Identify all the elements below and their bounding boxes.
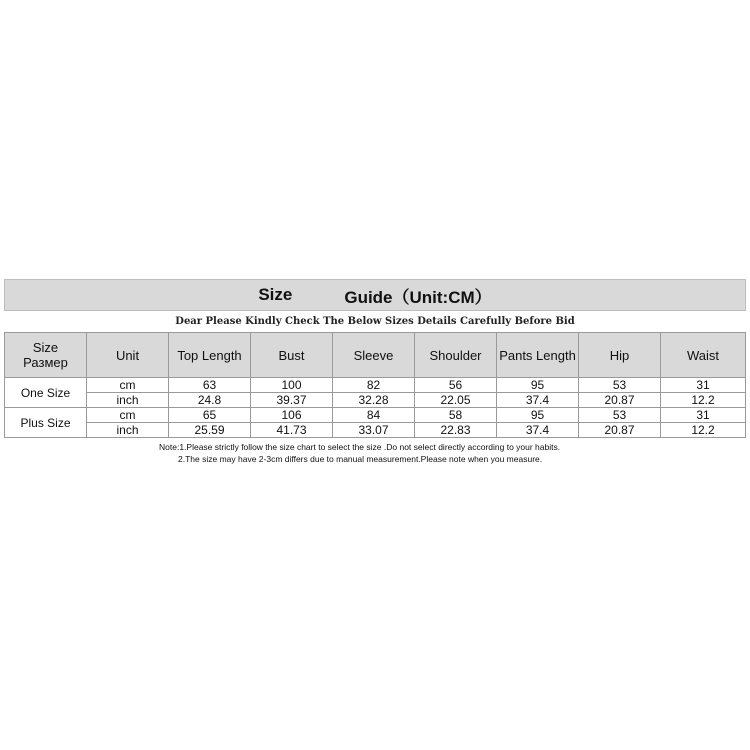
- cell-top-length: 65: [169, 408, 251, 423]
- header-size-en: Size: [32, 340, 59, 355]
- cell-unit: cm: [87, 408, 169, 423]
- cell-waist: 31: [661, 378, 746, 393]
- notes: [4, 441, 746, 465]
- table-row: [5, 378, 746, 393]
- cell-hip: 53: [579, 408, 661, 423]
- size-table: [4, 332, 746, 438]
- cell-shoulder: 22.83: [415, 423, 497, 438]
- note-1: Note:1.Please strictly follow the size chart to select the size .Do not select directly according to your habits.: [159, 442, 561, 452]
- cell-waist: 12.2: [661, 393, 746, 408]
- cell-unit: inch: [87, 423, 169, 438]
- header-waist: Waist: [661, 333, 746, 378]
- header-row: [5, 333, 746, 378]
- title-guide: Guide（Unit:CM）: [344, 287, 492, 307]
- note-2: 2.The size may have 2-3cm differs due to manual measurement.Please note when you measure.: [178, 454, 543, 464]
- cell-top-length: 25.59: [169, 423, 251, 438]
- cell-bust: 106: [251, 408, 333, 423]
- cell-sleeve: 82: [333, 378, 415, 393]
- cell-shoulder: 56: [415, 378, 497, 393]
- cell-shoulder: 22.05: [415, 393, 497, 408]
- title-size: Size: [258, 285, 293, 304]
- cell-hip: 20.87: [579, 423, 661, 438]
- size-guide: [4, 279, 746, 465]
- table-row: [5, 423, 746, 438]
- cell-bust: 100: [251, 378, 333, 393]
- cell-sleeve: 32.28: [333, 393, 415, 408]
- header-pants-length: Pants Length: [497, 333, 579, 378]
- cell-sleeve: 33.07: [333, 423, 415, 438]
- header-bust: Bust: [251, 333, 333, 378]
- cell-unit: cm: [87, 378, 169, 393]
- table-row: [5, 408, 746, 423]
- cell-unit: inch: [87, 393, 169, 408]
- cell-hip: 20.87: [579, 393, 661, 408]
- header-size: [5, 333, 87, 378]
- header-top-length: Top Length: [169, 333, 251, 378]
- size-plus-size: Plus Size: [5, 408, 87, 438]
- cell-pants-length: 37.4: [497, 393, 579, 408]
- cell-pants-length: 37.4: [497, 423, 579, 438]
- cell-top-length: 63: [169, 378, 251, 393]
- cell-bust: 39.37: [251, 393, 333, 408]
- size-one-size: One Size: [5, 378, 87, 408]
- title-bar: [4, 279, 746, 311]
- header-shoulder: Shoulder: [415, 333, 497, 378]
- header-size-ru: Размер: [23, 355, 68, 370]
- cell-pants-length: 95: [497, 408, 579, 423]
- header-unit: Unit: [87, 333, 169, 378]
- cell-shoulder: 58: [415, 408, 497, 423]
- header-sleeve: Sleeve: [333, 333, 415, 378]
- header-hip: Hip: [579, 333, 661, 378]
- subtitle: Dear Please Kindly Check The Below Sizes Details Carefully Before Bid: [175, 316, 575, 327]
- cell-bust: 41.73: [251, 423, 333, 438]
- cell-sleeve: 84: [333, 408, 415, 423]
- cell-waist: 12.2: [661, 423, 746, 438]
- table-row: [5, 393, 746, 408]
- cell-top-length: 24.8: [169, 393, 251, 408]
- cell-waist: 31: [661, 408, 746, 423]
- cell-pants-length: 95: [497, 378, 579, 393]
- cell-hip: 53: [579, 378, 661, 393]
